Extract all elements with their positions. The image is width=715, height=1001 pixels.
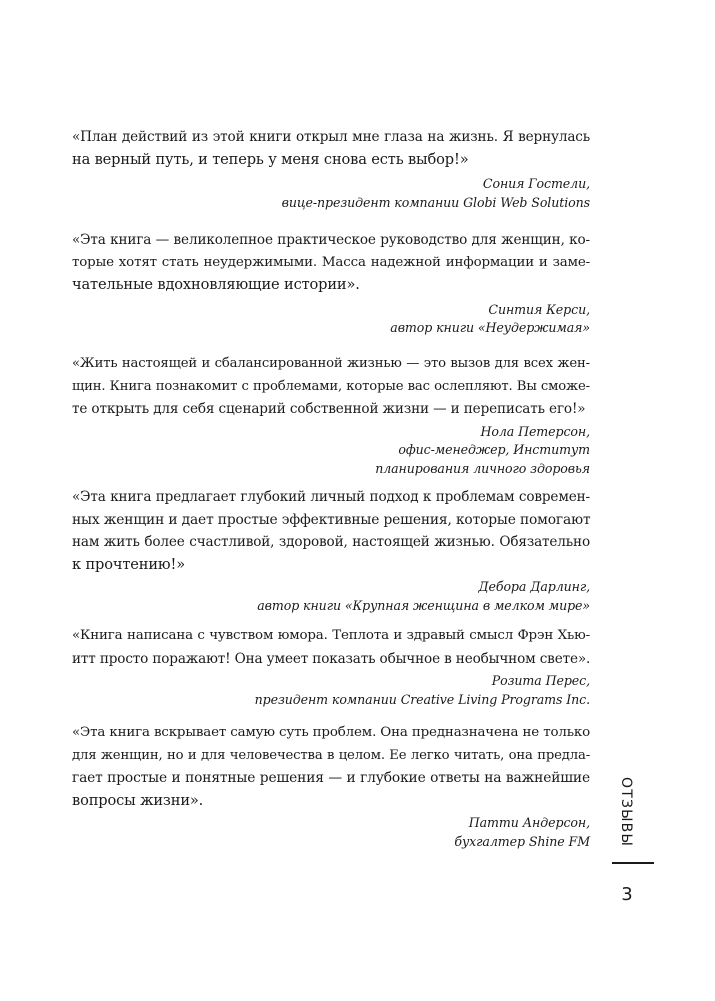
section-label	[611, 776, 641, 848]
author-name: Дебора Дарлинг,	[478, 579, 590, 594]
section-divider	[612, 862, 654, 864]
author-role: автор книги «Неудержимая»	[390, 320, 590, 335]
quote-line: на верный путь, и теперь у меня снова есть выбор!»	[72, 150, 469, 168]
quote-line: те открыть для себя сценарий собственной жизни — и переписать его!»	[72, 401, 586, 417]
testimonial-1	[72, 126, 590, 212]
author-name: Патти Андерсон,	[468, 815, 590, 830]
quote-line: «Эта книга вскрывает самую суть проблем. Она предназначена не только	[72, 725, 590, 740]
quote-line: «Книга написана с чувством юмора. Теплота и здравый смысл Фрэн Хью-	[72, 628, 590, 643]
author-role: бухгалтер Shine FM	[454, 833, 590, 849]
author-role: планирования личного здоровья	[375, 460, 590, 476]
testimonial-6	[72, 722, 590, 851]
author-role: офис-менеджер, Институт	[398, 442, 590, 457]
quote-line: нам жить более счастливой, здоровой, настоящей жизнью. Обязательно	[72, 534, 590, 550]
author-name: Розита Перес,	[491, 673, 590, 688]
quote-line: «Эта книга — великолепное практическое руководство для женщин, ко-	[72, 232, 590, 248]
author-name: Нола Петерсон,	[480, 423, 590, 439]
author-role: вице-президент компании Globi Web Solutions	[281, 194, 590, 210]
section-label-text: ОТЗЫВЫ	[618, 776, 634, 848]
quote-line: чательные вдохновляющие истории».	[72, 276, 360, 293]
quote-line: щин. Книга познакомит с проблемами, которые вас ослепляют. Вы сможе-	[72, 378, 590, 394]
quote-line: итт просто поражают! Она умеет показать обычное в необычном свете».	[72, 650, 591, 667]
testimonial-4	[72, 486, 590, 615]
quote-line: «Эта книга предлагает глубокий личный подход к проблемам современ-	[72, 489, 590, 505]
quote-line: для женщин, но и для человечества в целом. Ее легко читать, она предла-	[72, 747, 590, 763]
quote-line: к прочтению!»	[72, 555, 185, 573]
testimonial-2	[72, 229, 590, 338]
testimonial-5	[72, 625, 590, 709]
quote-line: «План действий из этой книги открыл мне глаза на жизнь. Я вернулась	[72, 129, 590, 145]
quote-line: «Жить настоящей и сбалансированной жизнью — это вызов для всех жен-	[72, 356, 590, 371]
page-number: 3	[621, 884, 633, 905]
author-role: автор книги «Крупная женщина в мелком мире»	[257, 597, 590, 613]
author-role: президент компании Creative Living Programs Inc.	[254, 691, 590, 707]
testimonial-3	[72, 353, 590, 478]
quote-line: торые хотят стать неудержимыми. Масса надежной информации и заме-	[72, 254, 590, 270]
quote-line: гает простые и понятные решения — и глубокие ответы на важнейшие	[72, 770, 590, 786]
author-name: Сония Гостели,	[482, 176, 590, 191]
author-name: Синтия Керси,	[488, 301, 590, 317]
quote-line: вопросы жизни».	[72, 791, 204, 809]
quote-line: ных женщин и дает простые эффективные решения, которые помогают	[72, 511, 591, 528]
